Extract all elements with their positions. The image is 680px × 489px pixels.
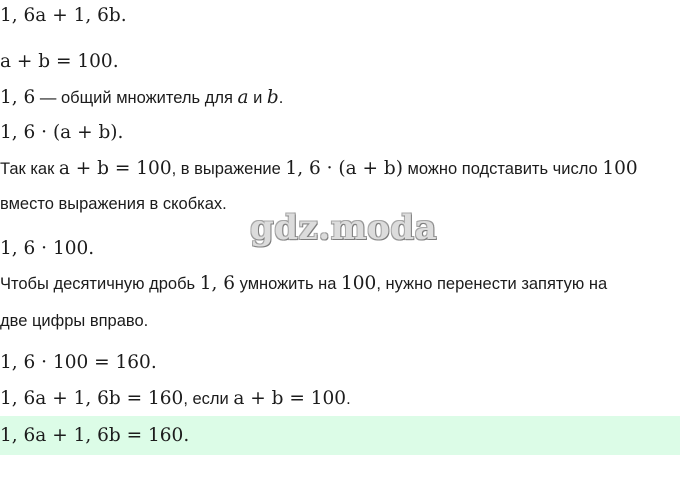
math-condition: a + b = 100 — [233, 388, 347, 409]
text-segment: две цифры вправо. — [0, 312, 149, 330]
text-segment: , если — [183, 390, 234, 408]
math-factor: 1, 6 — [0, 87, 36, 108]
text-segment: . — [346, 390, 351, 408]
line-substituted — [0, 238, 94, 260]
line-condition — [0, 51, 119, 73]
math-decimal: 1, 6 — [199, 273, 236, 294]
text-segment: Чтобы десятичную дробь — [0, 275, 200, 293]
line-factored — [0, 122, 123, 144]
text-segment: и — [248, 89, 267, 107]
line-substitution-cont — [0, 193, 227, 215]
line-rule — [0, 273, 607, 295]
math-result: 1, 6a + 1, 6b = 160 — [0, 388, 184, 409]
math-var-a: a — [237, 87, 249, 108]
punctuation: . — [117, 122, 124, 143]
punctuation: . — [120, 5, 127, 26]
line-result — [0, 388, 351, 410]
line-substitution — [0, 158, 638, 180]
text-segment: можно подставить число — [402, 160, 603, 178]
math-answer: 1, 6a + 1, 6b = 160 — [0, 425, 184, 446]
math-number: 100 — [602, 158, 638, 179]
text-segment: . — [278, 89, 284, 107]
math-factored: 1, 6 · (a + b) — [0, 122, 118, 143]
math-condition: a + b = 100 — [58, 158, 172, 179]
math-product: 1, 6 · 100 = 160 — [0, 352, 151, 373]
line-product — [0, 352, 157, 374]
punctuation: . — [88, 238, 95, 259]
text-segment: вместо выражения в скобках. — [0, 195, 227, 213]
punctuation: . — [183, 425, 190, 446]
math-substituted: 1, 6 · 100 — [0, 238, 89, 259]
math-expression: 1, 6a + 1, 6b — [0, 5, 121, 26]
text-segment: Так как — [0, 160, 59, 178]
math-factored: 1, 6 · (a + b) — [285, 158, 403, 179]
text-segment: — общий множитель для — [35, 89, 238, 107]
math-number: 100 — [341, 273, 377, 294]
line-answer — [0, 425, 189, 447]
math-condition: a + b = 100 — [0, 51, 113, 72]
math-var-b: b — [266, 87, 279, 108]
text-segment: , нужно перенести запятую на — [376, 275, 608, 293]
text-segment: , в выражение — [171, 160, 286, 178]
line-common-factor — [0, 87, 283, 109]
watermark-logo: gdz.moda — [250, 208, 438, 248]
line-rule-cont — [0, 310, 148, 332]
punctuation: . — [150, 352, 157, 373]
line-expression — [0, 5, 127, 27]
text-segment: умножить на — [235, 275, 342, 293]
punctuation: . — [112, 51, 119, 72]
